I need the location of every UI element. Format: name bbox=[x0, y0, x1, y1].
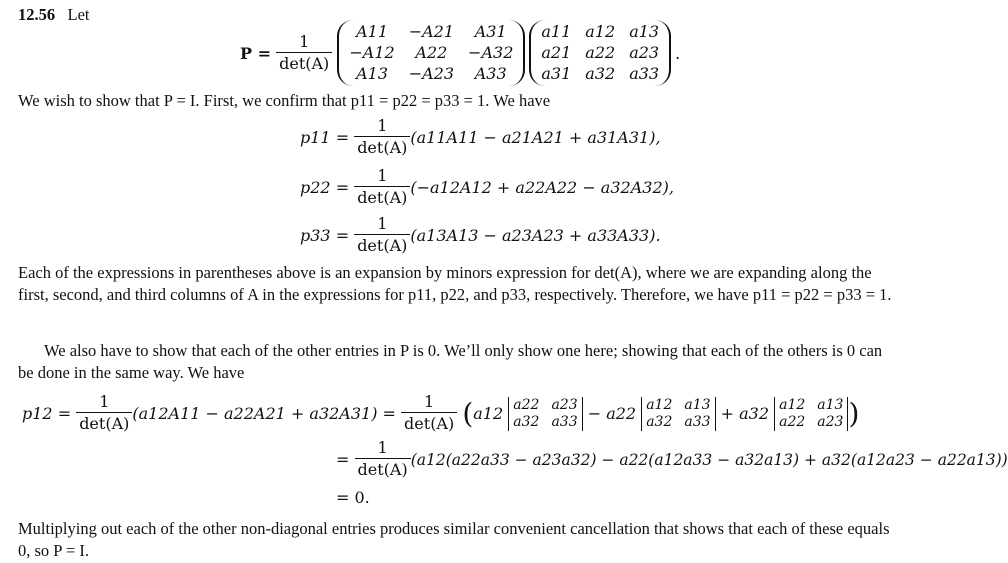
diagonal-equation bbox=[300, 116, 661, 159]
cofactor-matrix bbox=[337, 20, 525, 86]
matrix-entry: −A12 bbox=[349, 43, 395, 62]
p12-expression-1: (a12A11 − a22A21 + a32A31) = bbox=[132, 404, 396, 423]
p12-equation-line-3: = 0. bbox=[336, 488, 370, 507]
paragraph-4: Multiplying out each of the other non-diagonal entries produces similar convenient cancellation that shows that each of these equals 0, so P = I. bbox=[18, 519, 890, 560]
p-fraction bbox=[276, 32, 332, 75]
matrix-entry: a32 bbox=[585, 64, 616, 83]
fraction-denominator: det(A) bbox=[354, 186, 410, 209]
matrix-entry: a21 bbox=[541, 43, 572, 62]
problem-intro: Let bbox=[67, 5, 90, 24]
paragraph-3: We also have to show that each of the other entries in P is 0. We’ll only show one here; showing that each of the others is 0 can be done in the same way. We have bbox=[18, 341, 883, 382]
equation-fraction bbox=[354, 166, 410, 209]
p12-fraction-2 bbox=[401, 392, 457, 435]
p12-lhs: p12 = bbox=[22, 404, 72, 423]
matrix-entry: a32 bbox=[646, 413, 673, 430]
fraction-numerator: 1 bbox=[377, 116, 388, 135]
a-matrix bbox=[529, 20, 671, 86]
equation-fraction bbox=[354, 214, 410, 257]
matrix-entry: A33 bbox=[474, 64, 507, 83]
matrix-entry: A31 bbox=[474, 22, 507, 41]
matrix-entry: a12 bbox=[779, 396, 806, 413]
matrix-entry: a23 bbox=[551, 396, 578, 413]
fraction-numerator: 1 bbox=[99, 392, 110, 411]
fraction-denominator: det(A) bbox=[76, 412, 132, 435]
equation-lhs: p11 = bbox=[300, 128, 350, 147]
matrix-entry: a33 bbox=[629, 64, 660, 83]
fraction-denominator: det(A) bbox=[355, 458, 411, 481]
p12-expanded-expression: (a12(a22a33 − a23a32) − a22(a12a33 − a32a13) + a32(a12a23 − a22a13)) bbox=[410, 450, 1008, 469]
fraction-numerator: 1 bbox=[377, 166, 388, 185]
equals-sign: = bbox=[336, 450, 350, 469]
open-paren: ( bbox=[462, 397, 474, 430]
minor-determinant-1 bbox=[508, 397, 582, 431]
equation-rhs: (a11A11 − a21A21 + a31A31), bbox=[410, 128, 661, 147]
matrix-entry: A11 bbox=[356, 22, 389, 41]
matrix-entry: a31 bbox=[541, 64, 572, 83]
p12-equation-line-2 bbox=[336, 438, 1008, 481]
diagonal-equation bbox=[300, 166, 674, 209]
diagonal-equation bbox=[300, 214, 661, 257]
term-plus-a32: + a32 bbox=[720, 404, 770, 423]
matrix-entry: A13 bbox=[356, 64, 389, 83]
p12-equation-line-1 bbox=[22, 392, 859, 435]
matrix-entry: a33 bbox=[684, 413, 711, 430]
matrix-entry: −A32 bbox=[468, 43, 514, 62]
problem-number: 12.56 bbox=[18, 5, 56, 24]
fraction-denominator: det(A) bbox=[401, 412, 457, 435]
matrix-entry: a12 bbox=[585, 22, 616, 41]
equation-lhs: p22 = bbox=[300, 178, 350, 197]
paragraph-1: We wish to show that P = I. First, we confirm that p11 = p22 = p33 = 1. We have bbox=[18, 91, 551, 110]
term-a12: a12 bbox=[473, 404, 504, 423]
minor-determinant-2 bbox=[641, 397, 715, 431]
term-minus-a22: − a22 bbox=[587, 404, 637, 423]
fraction-denominator: det(A) bbox=[354, 234, 410, 257]
paragraph-2: Each of the expressions in parentheses above is an expansion by minors expression for det(A), where we are expanding along the first, second, and third columns of A in the expressions for p11, p22, and p33, respectively. Therefore, we have p11 = p22 = p33 = 1. bbox=[18, 263, 892, 304]
matrix-entry: a13 bbox=[629, 22, 660, 41]
p-definition-period: . bbox=[675, 43, 681, 63]
close-paren: ) bbox=[848, 397, 860, 430]
equation-rhs: (−a12A12 + a22A22 − a32A32), bbox=[410, 178, 674, 197]
matrix-entry: a23 bbox=[629, 43, 660, 62]
fraction-numerator: 1 bbox=[377, 214, 388, 233]
fraction-numerator: 1 bbox=[424, 392, 435, 411]
matrix-entry: a12 bbox=[646, 396, 673, 413]
matrix-entry: a33 bbox=[551, 413, 578, 430]
matrix-entry: a22 bbox=[585, 43, 616, 62]
p-lhs: P = bbox=[240, 43, 272, 63]
equation-rhs: (a13A13 − a23A23 + a33A33). bbox=[410, 226, 661, 245]
matrix-entry: −A21 bbox=[408, 22, 455, 41]
fraction-denominator: det(A) bbox=[276, 52, 332, 75]
p12-fraction-1 bbox=[76, 392, 132, 435]
matrix-entry: a32 bbox=[513, 413, 540, 430]
matrix-entry: a11 bbox=[541, 22, 572, 41]
fraction-denominator: det(A) bbox=[354, 136, 410, 159]
p12-fraction-3 bbox=[355, 438, 411, 481]
fraction-numerator: 1 bbox=[377, 438, 388, 457]
equation-fraction bbox=[354, 116, 410, 159]
fraction-numerator: 1 bbox=[299, 31, 310, 51]
p-definition bbox=[240, 20, 680, 86]
matrix-entry: A22 bbox=[415, 43, 448, 62]
matrix-entry: a13 bbox=[684, 396, 711, 413]
matrix-entry: a22 bbox=[779, 413, 806, 430]
matrix-entry: a22 bbox=[513, 396, 540, 413]
matrix-entry: −A23 bbox=[408, 64, 455, 83]
matrix-entry: a23 bbox=[817, 413, 844, 430]
minor-determinant-3 bbox=[774, 397, 848, 431]
matrix-entry: a13 bbox=[817, 396, 844, 413]
equation-lhs: p33 = bbox=[300, 226, 350, 245]
problem-header bbox=[18, 5, 90, 25]
